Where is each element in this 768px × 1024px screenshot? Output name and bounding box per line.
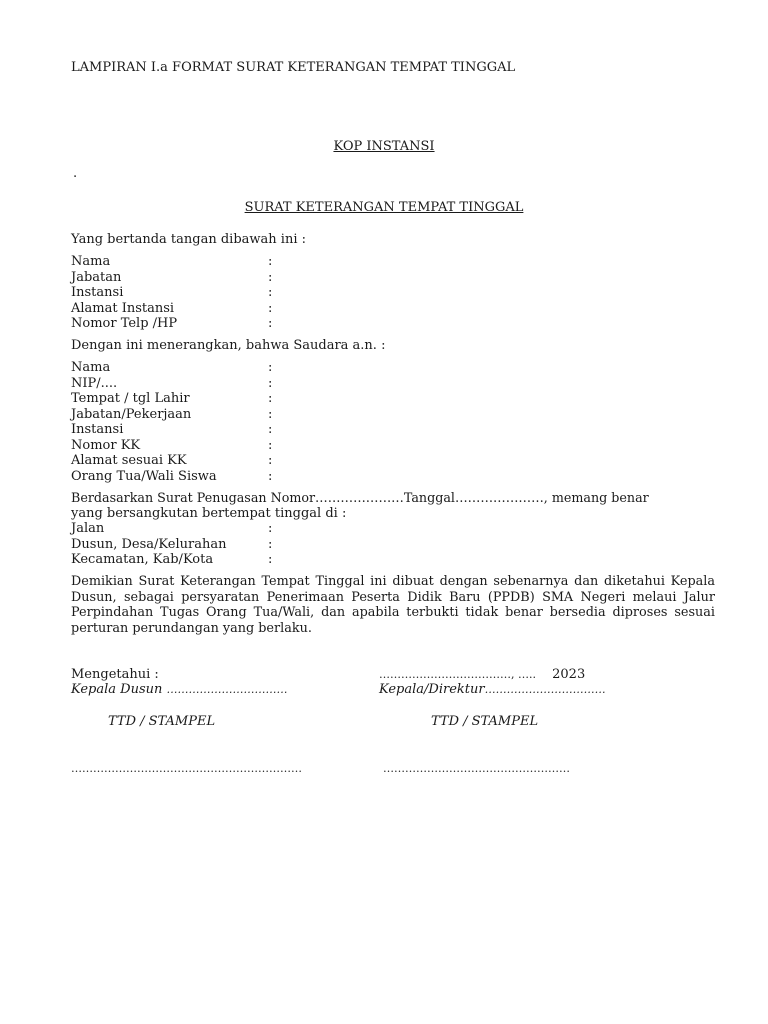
address-field-row [71, 537, 331, 553]
subject-field-row [71, 376, 331, 392]
right-role-dots: …………………………… [484, 683, 606, 696]
field-label: Nama [71, 360, 111, 375]
field-colon: : [268, 285, 273, 300]
right-role-text: Kepala/Direktur [379, 682, 485, 697]
field-label: NIP/.... [71, 375, 118, 391]
field-colon: : [268, 406, 273, 422]
field-label: Nomor KK [71, 437, 141, 453]
address-field-row [71, 521, 331, 537]
right-stamp: TTD / STAMPEL [431, 714, 539, 729]
left-role-text: Kepala Dusun [71, 682, 163, 697]
field-colon: : [268, 468, 273, 484]
basis-line-2: yang bersangkutan bertempat tinggal di : [71, 505, 347, 521]
subject-field-row [71, 469, 331, 485]
statement-text: Dengan ini menerangkan, bahwa Saudara a.n. : [71, 338, 386, 353]
signer-field-row [71, 316, 331, 332]
subject-field-row [71, 360, 331, 376]
field-label: Tempat / tgl Lahir [71, 391, 190, 406]
field-label: Instansi [71, 422, 124, 437]
dot-mark: . [73, 166, 78, 181]
subject-field-row [71, 407, 331, 423]
field-colon: : [268, 316, 273, 331]
signer-field-row [71, 301, 331, 317]
place-date [379, 667, 585, 683]
field-label: Alamat sesuai KK [71, 453, 187, 468]
field-colon: : [268, 254, 273, 269]
left-role-dots: …………………………… [166, 683, 288, 696]
signer-field-row [71, 254, 331, 270]
place-date-dots: ………………………………, ….. [379, 668, 536, 681]
intro-text: Yang bertanda tangan dibawah ini : [71, 232, 306, 247]
field-colon: : [268, 453, 273, 468]
field-colon: : [268, 552, 273, 567]
field-label: Jalan [71, 521, 105, 536]
field-colon: : [268, 437, 273, 453]
letter-year: 2023 [552, 667, 586, 682]
left-stamp: TTD / STAMPEL [108, 714, 216, 729]
field-label: Instansi [71, 285, 124, 300]
field-colon: : [268, 391, 273, 406]
field-colon: : [268, 360, 273, 375]
field-label: Jabatan [71, 269, 122, 285]
signer-field-row [71, 270, 331, 286]
subject-field-row [71, 422, 331, 438]
address-field-row [71, 552, 331, 568]
field-colon: : [268, 422, 273, 437]
left-role [71, 682, 288, 698]
field-colon: : [268, 375, 273, 391]
field-label: Alamat Instansi [71, 300, 175, 316]
field-label: Dusun, Desa/Kelurahan [71, 536, 227, 552]
field-label: Orang Tua/Wali Siswa [71, 468, 217, 484]
acknowledged-label: Mengetahui : [71, 667, 159, 682]
basis-line-1: Berdasarkan Surat Penugasan Nomor…………………Tanggal…………………, memang benar [71, 490, 649, 505]
subject-field-row [71, 438, 331, 454]
field-label: Nomor Telp /HP [71, 316, 178, 331]
field-colon: : [268, 269, 273, 285]
left-name-line: ……………………………………………………… [71, 762, 302, 775]
document-title-text: SURAT KETERANGAN TEMPAT TINGGAL [244, 200, 524, 215]
field-colon: : [268, 536, 273, 552]
letterhead-text: KOP INSTANSI [333, 139, 435, 154]
field-colon: : [268, 521, 273, 536]
attachment-header: LAMPIRAN I.a FORMAT SURAT KETERANGAN TEMPAT TINGGAL [71, 60, 516, 75]
field-label: Kecamatan, Kab/Kota [71, 552, 214, 567]
right-role [379, 682, 606, 698]
field-colon: : [268, 300, 273, 316]
subject-field-row [71, 453, 331, 469]
letterhead-title [0, 139, 768, 155]
field-label: Nama [71, 254, 111, 269]
right-name-line: …………………………………………… [383, 762, 570, 775]
closing-paragraph: Demikian Surat Keterangan Tempat Tinggal ini dibuat dengan sebenarnya dan diketahui Kepala Dusun, sebagai persyaratan Penerimaan Peserta Didik Baru (PPDB) SMA Negeri melaui Jalur Perpindahan Tugas Orang Tua/Wali, dan apabila terbukti tidak benar bersedia diproses sesuai perturan perundangan yang berlaku. [71, 574, 715, 636]
document-title [0, 200, 768, 216]
field-label: Jabatan/Pekerjaan [71, 406, 192, 422]
subject-field-row [71, 391, 331, 407]
signer-field-row [71, 285, 331, 301]
